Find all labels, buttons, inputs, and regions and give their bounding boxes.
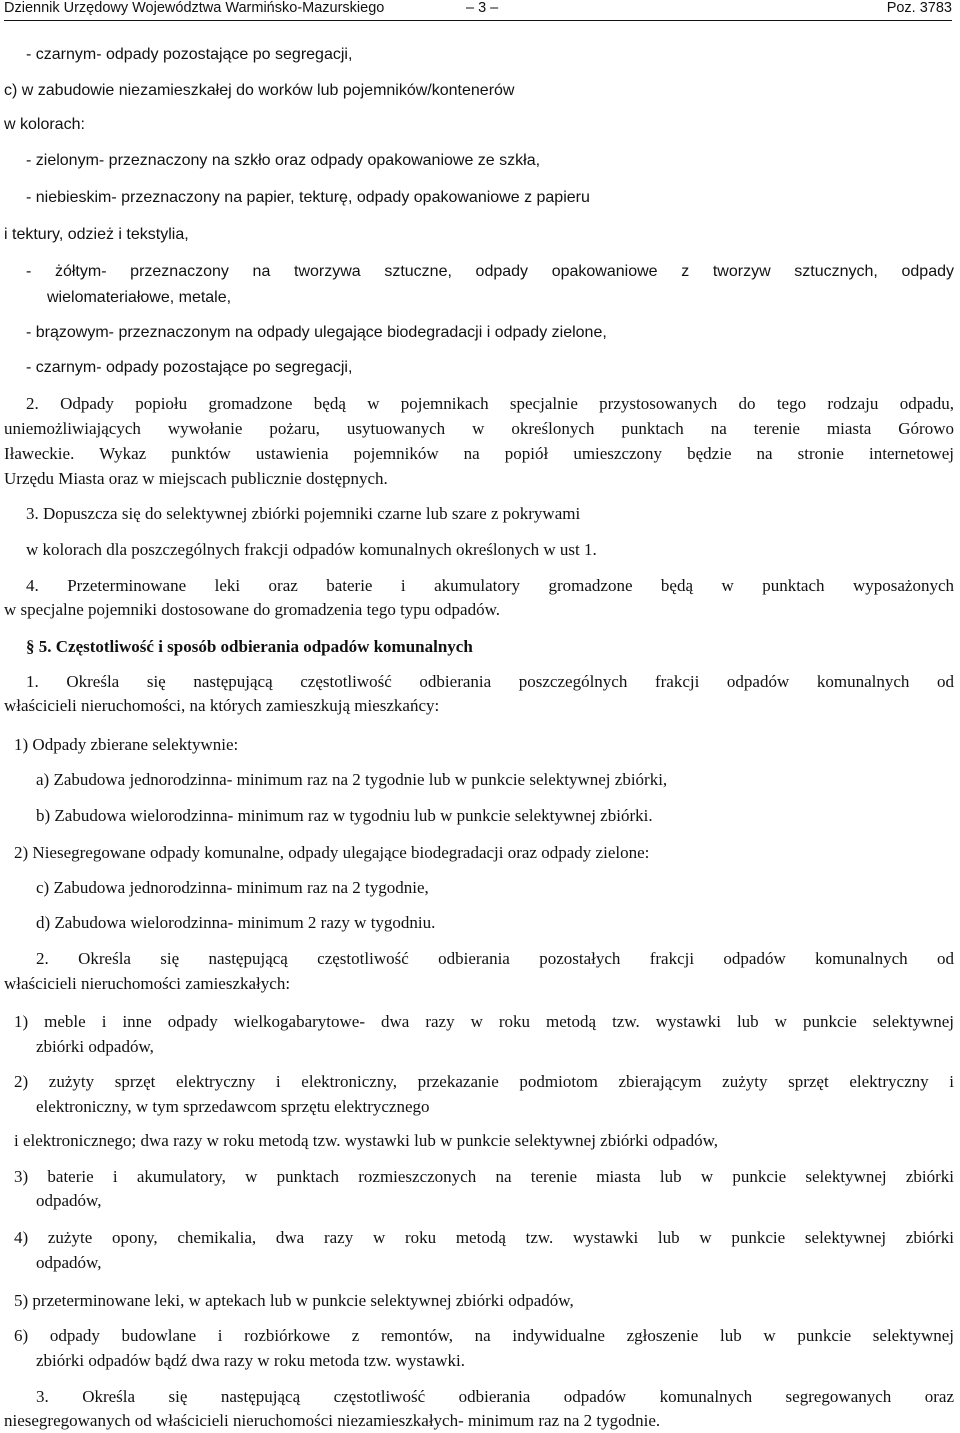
text-line: 4) zużyte opony, chemikalia, dwa razy w roku metodą tzw. wystawki lub w punkcie selektywnej zbiórki xyxy=(14,1228,954,1247)
text-line: 3) baterie i akumulatory, w punktach rozmieszczonych na terenie miasta lub w punkcie selektywnej zbiórki xyxy=(14,1167,954,1186)
text-line: w specjalne pojemniki dostosowane do gromadzenia tego typu odpadów. xyxy=(4,600,501,619)
text-line: i tektury, odzież i tekstylia, xyxy=(4,226,189,243)
text-line: c) Zabudowa jednorodzinna- minimum raz na 2 tygodnie, xyxy=(36,878,429,897)
text-line: d) Zabudowa wielorodzinna- minimum 2 razy w tygodniu. xyxy=(36,913,436,932)
text-line: właścicieli nieruchomości, na których zamieszkują mieszkańcy: xyxy=(4,696,440,715)
text-line: właścicieli nieruchomości zamieszkałych: xyxy=(4,974,291,993)
text-line: 2) zużyty sprzęt elektryczny i elektroniczny, przekazanie podmiotom zbierającym zużyty sprzęt elektryczny i xyxy=(14,1072,954,1091)
page-header xyxy=(4,0,952,21)
text-line: zbiórki odpadów bądź dwa razy w roku metoda tzw. wystawki. xyxy=(36,1351,465,1370)
text-line: w kolorach: xyxy=(4,116,85,133)
text-line: 3. Określa się następującą częstotliwość odbierania odpadów komunalnych segregowanych oraz xyxy=(36,1387,954,1406)
journal-title: Dziennik Urzędowy Województwa Warmińsko-Mazurskiego xyxy=(4,0,385,16)
text-line: - czarnym- odpady pozostające po segregacji, xyxy=(26,359,353,376)
text-line: - zielonym- przeznaczony na szkło oraz odpady opakowaniowe ze szkła, xyxy=(26,152,541,169)
text-line: 1) Odpady zbierane selektywnie: xyxy=(14,735,239,754)
text-line: 2. Odpady popiołu gromadzone będą w pojemnikach specjalnie przystosowanych do tego rodzaju odpadu, xyxy=(26,394,954,413)
text-line: b) Zabudowa wielorodzinna- minimum raz w tygodniu lub w punkcie selektywnej zbiórki. xyxy=(36,806,653,825)
text-line: niesegregowanych od właścicieli nieruchomości niezamieszkałych- minimum raz na 2 tygodnie. xyxy=(4,1411,661,1430)
text-line: 3. Dopuszcza się do selektywnej zbiórki pojemniki czarne lub szare z pokrywami xyxy=(26,504,581,523)
text-line: 6) odpady budowlane i rozbiórkowe z remontów, na indywidualne zgłoszenie lub w punkcie selektywnej xyxy=(14,1326,954,1345)
text-line: Urzędu Miasta oraz w miejscach publicznie dostępnych. xyxy=(4,469,388,488)
page-number: – 3 – xyxy=(466,0,499,16)
text-line: 1) meble i inne odpady wielkogabarytowe- dwa razy w roku metodą tzw. wystawki lub w punkcie selektywnej xyxy=(14,1012,954,1031)
text-line: 2. Określa się następującą częstotliwość odbierania pozostałych frakcji odpadów komunalnych od xyxy=(36,949,954,968)
text-line: i elektronicznego; dwa razy w roku metodą tzw. wystawki lub w punkcie selektywnej zbiórki odpadów, xyxy=(14,1131,719,1150)
text-line: 1. Określa się następującą częstotliwość odbierania poszczególnych frakcji odpadów komunalnych od xyxy=(26,672,954,691)
text-line: wielomateriałowe, metale, xyxy=(47,289,232,306)
text-line: - brązowym- przeznaczonym na odpady ulegające biodegradacji i odpady zielone, xyxy=(26,324,607,341)
text-line: c) w zabudowie niezamieszkałej do worków lub pojemników/kontenerów xyxy=(4,82,515,99)
text-line: uniemożliwiających wywołanie pożaru, usytuowanych w określonych punktach na terenie miasta Górowo xyxy=(4,419,954,438)
text-line: 4. Przeterminowane leki oraz baterie i akumulatory gromadzone będą w punktach wyposażonych xyxy=(26,576,954,595)
text-line: zbiórki odpadów, xyxy=(36,1037,154,1056)
text-line: 2) Niesegregowane odpady komunalne, odpady ulegające biodegradacji oraz odpady zielone: xyxy=(14,843,650,862)
position-number: Poz. 3783 xyxy=(886,0,952,16)
text-line: Iławeckie. Wykaz punktów ustawienia pojemników na popiół umieszczony będzie na stronie internetowej xyxy=(4,444,954,463)
text-line: odpadów, xyxy=(36,1253,102,1272)
text-line: - żółtym- przeznaczony na tworzywa sztuczne, odpady opakowaniowe z tworzyw sztucznych, odpady xyxy=(26,263,954,280)
text-line: a) Zabudowa jednorodzinna- minimum raz na 2 tygodnie lub w punkcie selektywnej zbiórki, xyxy=(36,770,668,789)
text-line: - niebieskim- przeznaczony na papier, tekturę, odpady opakowaniowe z papieru xyxy=(26,189,590,206)
section-heading: § 5. Częstotliwość i sposób odbierania odpadów komunalnych xyxy=(26,637,473,656)
text-line: - czarnym- odpady pozostające po segregacji, xyxy=(26,46,353,63)
text-line: 5) przeterminowane leki, w aptekach lub w punkcie selektywnej zbiórki odpadów, xyxy=(14,1291,574,1310)
text-line: w kolorach dla poszczególnych frakcji odpadów komunalnych określonych w ust 1. xyxy=(26,540,597,559)
text-line: odpadów, xyxy=(36,1191,102,1210)
text-line: elektroniczny, w tym sprzedawcom sprzętu elektrycznego xyxy=(36,1097,430,1116)
